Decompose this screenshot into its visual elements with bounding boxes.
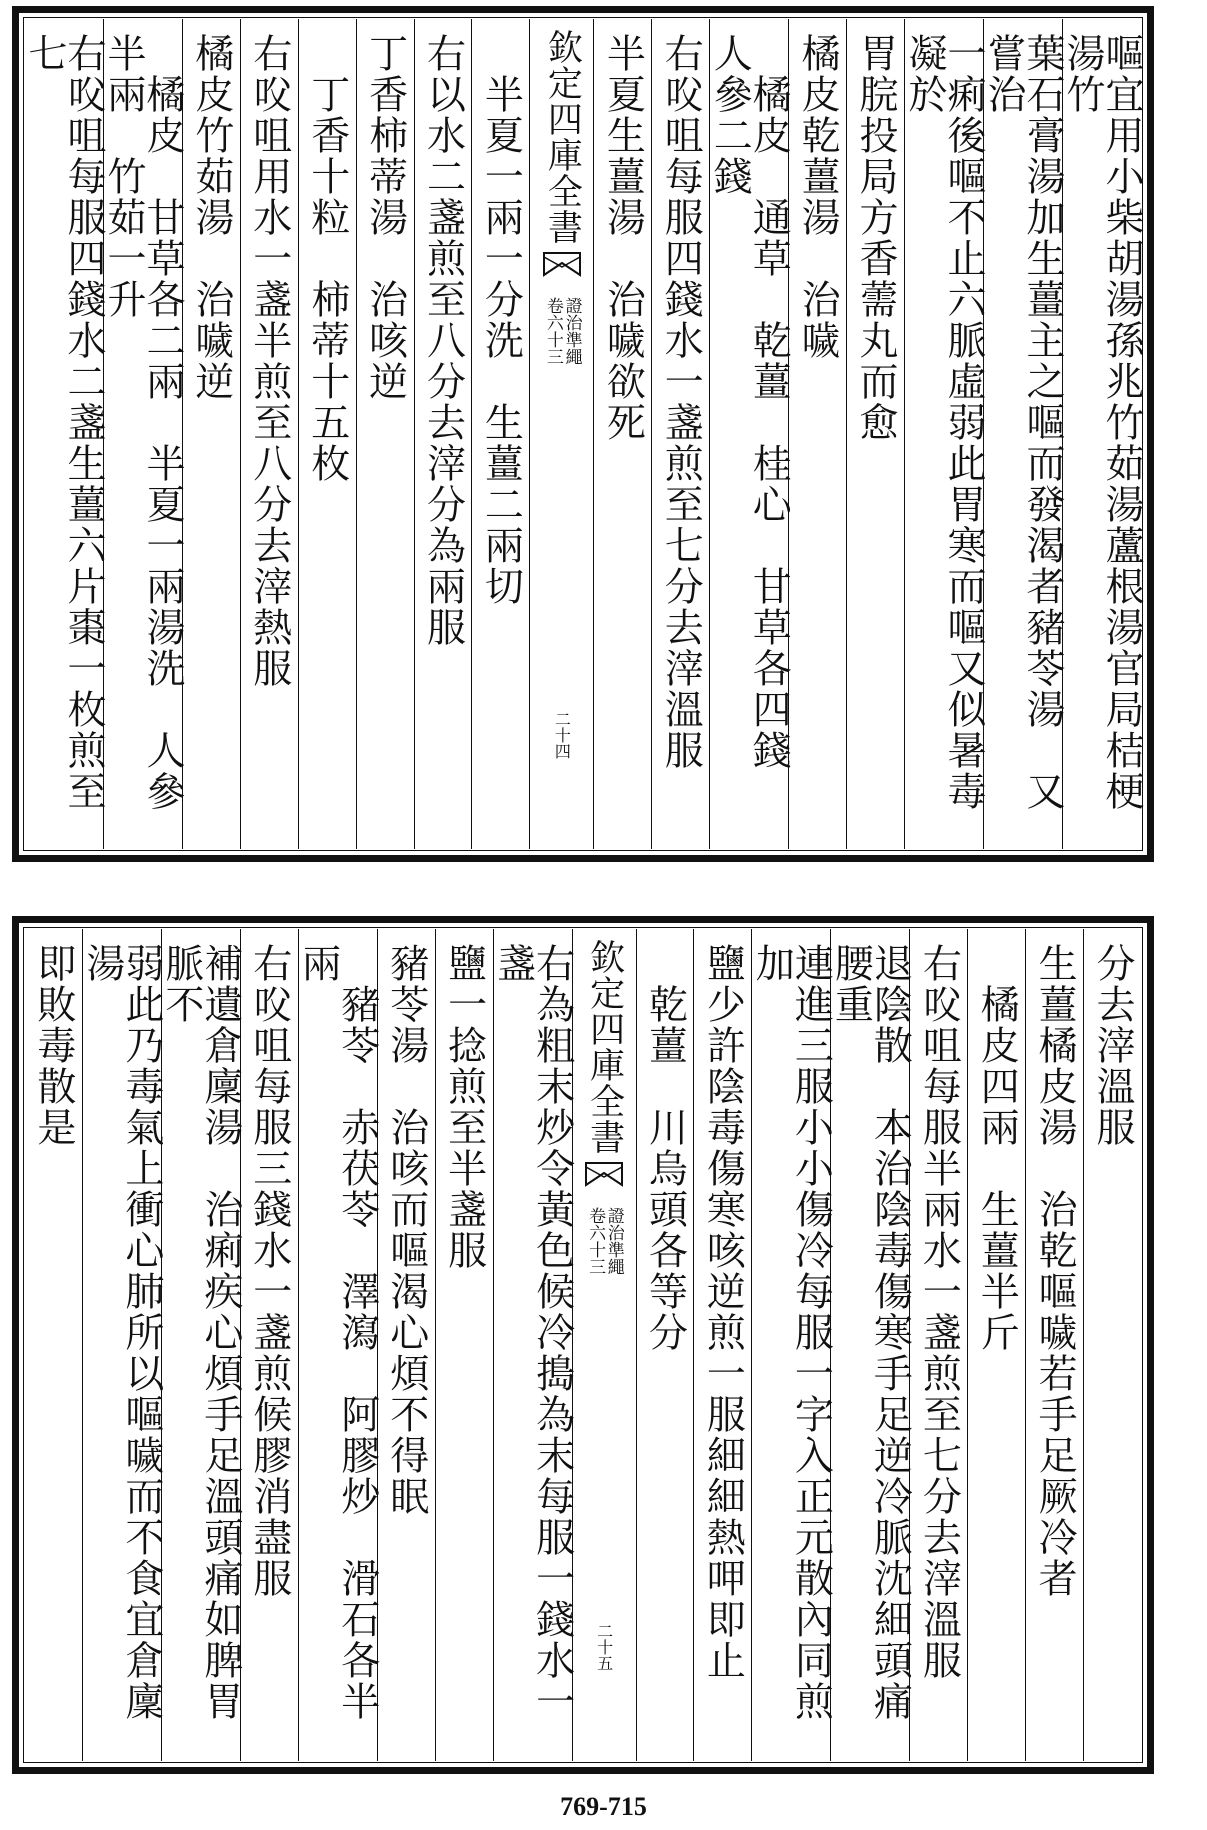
bottom-page-frame (12, 916, 1154, 1774)
text-column: 弱此乃毒氣上衝心肺所以嘔噦而不食宜倉廩湯 (82, 929, 161, 1761)
banner-title: 欽定四庫全書 (542, 29, 583, 245)
banner-subtitle: 證治準繩 卷六十三 (585, 1207, 624, 1275)
banner-title: 欽定四庫全書 (584, 939, 625, 1155)
text-column: 橘皮乾薑湯 治噦 (788, 19, 846, 849)
top-text-columns (21, 19, 1144, 849)
text-column: 連進三服小小傷冷每服一字入正元散內同煎加 (751, 929, 830, 1761)
text-column: 橘皮四兩 生薑半斤 (967, 929, 1025, 1761)
text-column: 豬苓湯 治咳而嘔渴心煩不得眠 (377, 929, 435, 1761)
leaf-number: 二十四 (552, 711, 572, 759)
text-column: 胃脘投局方香薷丸而愈 (846, 19, 904, 849)
text-column: 豬苓 赤茯苓 澤瀉 阿膠炒 滑石各半兩 (298, 929, 377, 1761)
text-column: 鹽一捻煎至半盞服 (435, 929, 493, 1761)
text-column: 橘皮竹茹湯 治噦逆 (182, 19, 240, 849)
bottom-text-columns (25, 929, 1141, 1761)
text-column: 半夏一兩一分洗 生薑二兩切 (471, 19, 529, 849)
text-column: 橘皮 甘草各二兩 半夏一兩湯洗 人參半兩 竹茹一升 (103, 19, 182, 849)
text-column: 右為粗末炒令黃色候冷搗為末每服一錢水一盞 (493, 929, 572, 1761)
top-page-frame (12, 6, 1154, 862)
text-column: 右㕮咀用水一盞半煎至八分去滓熱服 (240, 19, 298, 849)
fishtail-ornament-icon (584, 1161, 624, 1187)
text-column: 生薑橘皮湯 治乾嘔噦若手足厥冷者 (1025, 929, 1083, 1761)
banner-subtitle: 證治準繩 卷六十三 (542, 297, 582, 365)
text-column: 右㕮咀每服四錢水二盞生薑六片棗一枚煎至七 (21, 33, 106, 812)
text-column: 丁香十粒 柿蒂十五枚 (298, 19, 356, 849)
text-column: 葉石膏湯加生薑主之嘔而發渴者豬苓湯 又嘗治 (983, 19, 1062, 849)
text-column: 乾薑 川烏頭各等分 (636, 929, 694, 1761)
text-column: 一痢後嘔不止六脈虛弱此胃寒而嘔又似暑毒凝於 (904, 19, 983, 849)
text-column: 鹽少許陰毒傷寒咳逆煎一服細細熱呷即止 (693, 929, 751, 1761)
text-column: 補遺倉廩湯 治痢疾心煩手足溫頭痛如脾胃脈不 (161, 929, 240, 1761)
text-column: 即敗毒散是 (30, 943, 76, 1148)
text-column: 嘔宜用小柴胡湯孫兆竹茹湯蘆根湯官局桔梗湯竹 (1062, 19, 1141, 849)
text-column: 丁香柿蒂湯 治咳逆 (356, 19, 414, 849)
center-banner (572, 929, 636, 1761)
text-column: 退陰散 本治陰毒傷寒手足逆冷脈沈細頭痛腰重 (830, 929, 909, 1761)
center-banner (529, 19, 593, 849)
text-column: 右㕮咀每服半兩水一盞煎至七分去滓溫服 (909, 929, 967, 1761)
text-column: 橘皮 通草 乾薑 桂心 甘草各四錢 人參二錢 (709, 19, 788, 849)
text-column: 半夏生薑湯 治噦欲死 (593, 19, 651, 849)
text-column: 分去滓溫服 (1083, 929, 1141, 1761)
text-column: 右㕮咀每服三錢水一盞煎候膠消盡服 (240, 929, 298, 1761)
text-column: 右以水二盞煎至八分去滓分為兩服 (414, 19, 472, 849)
fishtail-ornament-icon (542, 251, 582, 277)
text-column: 右㕮咀每服四錢水一盞煎至七分去滓溫服 (651, 19, 709, 849)
leaf-number: 二十五 (594, 1623, 614, 1671)
page-number: 769-715 (560, 1792, 647, 1821)
